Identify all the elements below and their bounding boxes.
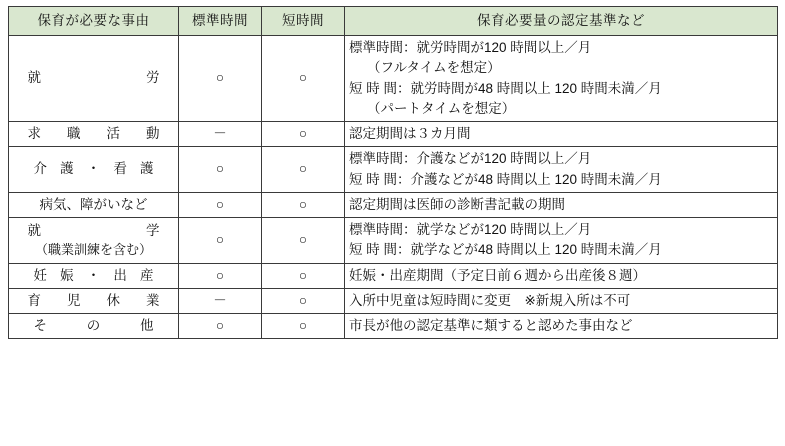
row-reason-job-seeking <box>9 122 179 147</box>
reason-char: ・ <box>86 161 101 177</box>
reason-char: 業 <box>146 292 160 308</box>
reason-char: 介 <box>33 161 47 177</box>
reason-char: 休 <box>106 292 120 308</box>
reason-char: 娠 <box>60 267 74 283</box>
criteria-line: 認定期間は３カ月間 <box>349 126 471 141</box>
criteria-line: 妊娠・出産期間（予定日前６週から出産後８週） <box>349 267 646 283</box>
criteria-line: 認定期間は医師の診断書記載の期間 <box>349 196 565 212</box>
standard-time-mark: ○ <box>179 147 262 193</box>
criteria-line: 短 時 間：介護などが48 時間以上 120 時間未満／月 <box>349 171 662 187</box>
reason-char: 学 <box>146 222 160 238</box>
short-time-mark: ○ <box>262 314 345 339</box>
reason-char: ・ <box>86 267 101 283</box>
reason-char: 児 <box>67 292 81 308</box>
table-row <box>9 147 778 193</box>
criteria-cell <box>345 36 778 122</box>
short-time-mark: ○ <box>262 218 345 264</box>
standard-time-mark: ○ <box>179 218 262 264</box>
reason-char: 他 <box>140 318 154 333</box>
criteria-cell <box>345 263 778 288</box>
table-body <box>9 36 778 339</box>
criteria-cell <box>345 314 778 339</box>
table-header <box>9 7 778 36</box>
reason-char: そ <box>33 318 47 333</box>
criteria-cell <box>345 218 778 264</box>
reason-char: 出 <box>113 267 127 283</box>
reason-char: 労 <box>146 70 160 86</box>
row-reason-employment <box>9 36 179 122</box>
table-row <box>9 36 778 122</box>
reason-char: 産 <box>140 267 154 283</box>
reason-char: 就 <box>27 70 41 86</box>
row-reason-other <box>9 314 179 339</box>
standard-time-mark: － <box>179 288 262 313</box>
reason-char: 護 <box>140 161 154 177</box>
reason-char: 妊 <box>33 267 47 283</box>
table-row <box>9 263 778 288</box>
criteria-line: 短 時 間：就学などが48 時間以上 120 時間未満／月 <box>349 242 662 258</box>
reason-char: 職 <box>67 126 81 141</box>
standard-time-mark: ○ <box>179 192 262 217</box>
reason-char: 活 <box>106 126 120 141</box>
criteria-cell <box>345 122 778 147</box>
table-row <box>9 288 778 313</box>
criteria-cell <box>345 288 778 313</box>
row-reason-nursing-care <box>9 147 179 193</box>
reason-sublabel: （職業訓練を含む） <box>34 242 152 258</box>
table-row <box>9 218 778 264</box>
reason-char: の <box>86 318 101 333</box>
reason-char: 看 <box>113 161 127 177</box>
standard-time-mark: ○ <box>179 36 262 122</box>
reason-char: 求 <box>27 126 41 141</box>
table-row <box>9 122 778 147</box>
short-time-mark: ○ <box>262 288 345 313</box>
criteria-line: 標準時間：就労時間が120 時間以上／月 <box>349 40 592 55</box>
column-header-criteria: 保育必要量の認定基準など <box>345 7 778 36</box>
column-header-standard-time: 標準時間 <box>179 7 262 36</box>
criteria-line: 入所中児童は短時間に変更 ※新規入所は不可 <box>349 292 631 308</box>
reason-char: 動 <box>146 126 160 141</box>
standard-time-mark: ○ <box>179 263 262 288</box>
reason-char: 護 <box>60 161 74 177</box>
column-header-reason: 保育が必要な事由 <box>9 7 179 36</box>
table-row <box>9 314 778 339</box>
short-time-mark: ○ <box>262 147 345 193</box>
short-time-mark: ○ <box>262 36 345 122</box>
table-header-row <box>9 7 778 36</box>
criteria-cell <box>345 147 778 193</box>
row-reason-childcare-leave <box>9 288 179 313</box>
reason-char: 育 <box>27 292 41 308</box>
criteria-line: （フルタイムを想定） <box>367 60 501 76</box>
reason-label: 病気、障がいなど <box>39 196 148 212</box>
short-time-mark: ○ <box>262 122 345 147</box>
criteria-line: 短 時 間：就労時間が48 時間以上 120 時間未満／月 <box>349 80 662 96</box>
criteria-line: 市長が他の認定基準に類すると認めた事由など <box>349 318 633 333</box>
row-reason-pregnancy <box>9 263 179 288</box>
column-header-short-time: 短時間 <box>262 7 345 36</box>
short-time-mark: ○ <box>262 263 345 288</box>
criteria-line: 標準時間：介護などが120 時間以上／月 <box>349 151 592 167</box>
childcare-requirement-table <box>8 6 778 339</box>
row-reason-schooling <box>9 218 179 264</box>
criteria-line: （パートタイムを想定） <box>367 100 516 116</box>
row-reason-illness <box>9 192 179 217</box>
standard-time-mark: ○ <box>179 314 262 339</box>
table-row <box>9 192 778 217</box>
standard-time-mark: － <box>179 122 262 147</box>
reason-char: 就 <box>27 222 41 238</box>
criteria-cell <box>345 192 778 217</box>
criteria-line: 標準時間：就学などが120 時間以上／月 <box>349 222 592 237</box>
short-time-mark: ○ <box>262 192 345 217</box>
